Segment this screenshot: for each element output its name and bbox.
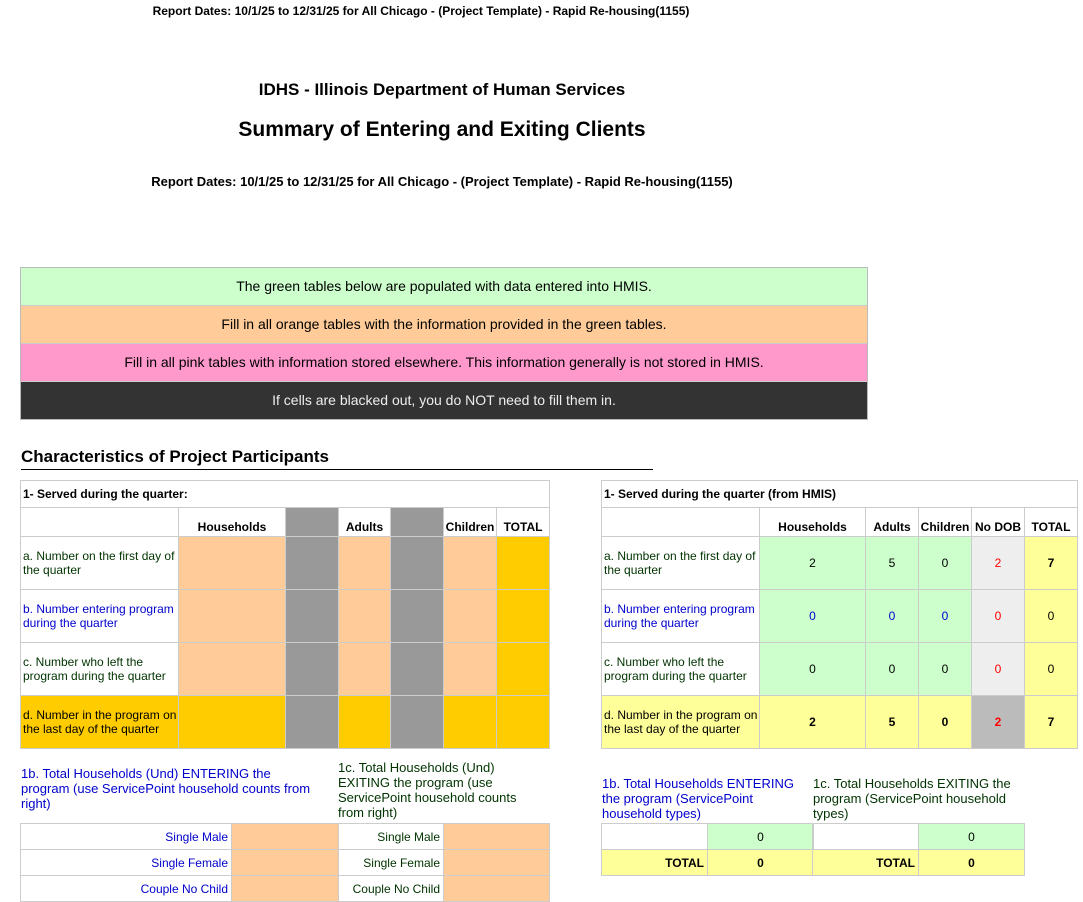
table-row bbox=[602, 850, 814, 876]
total-cell: 0 bbox=[1025, 643, 1078, 696]
total-cell bbox=[497, 590, 550, 643]
total-label: TOTAL bbox=[813, 850, 919, 876]
col-households: Households bbox=[760, 508, 866, 537]
value-cell: 0 bbox=[919, 590, 972, 643]
input-cell[interactable] bbox=[339, 590, 391, 643]
legend-pink: Fill in all pink tables with information stored elsewhere. This information generally is not stored in HMIS. bbox=[21, 344, 867, 382]
col-households: Households bbox=[179, 508, 286, 537]
legend-black: If cells are blacked out, you do NOT need to fill them in. bbox=[21, 382, 867, 419]
table-row bbox=[21, 590, 550, 643]
total-cell: 0 bbox=[919, 850, 1025, 876]
total-cell: 2 bbox=[972, 696, 1025, 749]
table-row bbox=[602, 590, 1078, 643]
household-type-label: Single Male bbox=[339, 824, 444, 850]
row-label: b. Number entering program during the quarter bbox=[21, 590, 179, 643]
row-label: c. Number who left the program during the quarter bbox=[21, 643, 179, 696]
note-entering-hmis: 1b. Total Households ENTERING the program (ServicePoint household types) bbox=[602, 776, 794, 821]
value-cell: 0 bbox=[708, 824, 814, 850]
row-label: a. Number on the first day of the quarter bbox=[21, 537, 179, 590]
input-cell[interactable] bbox=[179, 643, 286, 696]
value-cell: 5 bbox=[866, 537, 919, 590]
input-cell[interactable] bbox=[339, 643, 391, 696]
row-label: c. Number who left the program during the quarter bbox=[602, 643, 760, 696]
input-cell[interactable] bbox=[232, 850, 339, 876]
input-cell[interactable] bbox=[444, 876, 550, 902]
table-row bbox=[602, 537, 1078, 590]
row-label: b. Number entering program during the quarter bbox=[602, 590, 760, 643]
total-cell bbox=[444, 696, 497, 749]
report-dates-subtitle: Report Dates: 10/1/25 to 12/31/25 for All Chicago - (Project Template) - Rapid Re-housing(1155) bbox=[151, 174, 733, 189]
org-title: IDHS - Illinois Department of Human Services bbox=[258, 80, 626, 99]
col-children: Children bbox=[444, 508, 497, 537]
total-cell: 7 bbox=[1025, 537, 1078, 590]
col-adults: Adults bbox=[866, 508, 919, 537]
page-title: Summary of Entering and Exiting Clients bbox=[238, 118, 646, 141]
value-cell: 0 bbox=[972, 643, 1025, 696]
col-total: TOTAL bbox=[497, 508, 550, 537]
report-dates-header: Report Dates: 10/1/25 to 12/31/25 for All Chicago - (Project Template) - Rapid Re-housing(1155) bbox=[152, 4, 690, 18]
col-no-dob: No DOB bbox=[972, 508, 1025, 537]
total-cell: 7 bbox=[1025, 696, 1078, 749]
table-row bbox=[339, 850, 550, 876]
table-caption: 1- Served during the quarter: bbox=[21, 481, 550, 508]
total-cell bbox=[497, 537, 550, 590]
col-adults: Adults bbox=[339, 508, 391, 537]
value-cell: 0 bbox=[866, 643, 919, 696]
total-cell bbox=[497, 696, 550, 749]
household-type-label: Single Male bbox=[21, 824, 232, 850]
col-total: TOTAL bbox=[1025, 508, 1078, 537]
legend-orange: Fill in all orange tables with the information provided in the green tables. bbox=[21, 306, 867, 344]
total-label: TOTAL bbox=[602, 850, 708, 876]
input-cell[interactable] bbox=[444, 850, 550, 876]
color-legend bbox=[20, 267, 868, 420]
input-cell[interactable] bbox=[444, 643, 497, 696]
section-title: Characteristics of Project Participants bbox=[21, 447, 653, 470]
table-row bbox=[21, 643, 550, 696]
note-entering: 1b. Total Households (Und) ENTERING the program (use ServicePoint household counts from right) bbox=[21, 766, 311, 811]
household-type-label: Single Female bbox=[339, 850, 444, 876]
table-row bbox=[813, 850, 1025, 876]
table-row bbox=[21, 824, 339, 850]
served-quarter-table bbox=[20, 480, 550, 749]
input-cell[interactable] bbox=[444, 824, 550, 850]
value-cell: 0 bbox=[919, 643, 972, 696]
value-cell: 0 bbox=[919, 824, 1025, 850]
table-row bbox=[21, 696, 550, 749]
input-cell[interactable] bbox=[179, 590, 286, 643]
table-row bbox=[602, 696, 1078, 749]
household-type-label: Single Female bbox=[21, 850, 232, 876]
value-cell: 2 bbox=[760, 537, 866, 590]
table-row bbox=[21, 876, 339, 902]
table-row bbox=[21, 537, 550, 590]
entering-household-types bbox=[20, 823, 339, 902]
total-cell: 2 bbox=[760, 696, 866, 749]
total-cell: 0 bbox=[919, 696, 972, 749]
input-cell[interactable] bbox=[179, 537, 286, 590]
total-cell: 0 bbox=[1025, 590, 1078, 643]
note-exiting-hmis: 1c. Total Households EXITING the program (ServicePoint household types) bbox=[813, 776, 1011, 821]
served-quarter-hmis-table bbox=[601, 480, 1078, 749]
table-row bbox=[339, 876, 550, 902]
row-label: d. Number in the program on the last day of the quarter bbox=[602, 696, 760, 749]
table-row bbox=[21, 850, 339, 876]
legend-green: The green tables below are populated with data entered into HMIS. bbox=[21, 268, 867, 306]
value-cell: 0 bbox=[760, 590, 866, 643]
input-cell[interactable] bbox=[232, 824, 339, 850]
input-cell[interactable] bbox=[339, 537, 391, 590]
input-cell[interactable] bbox=[232, 876, 339, 902]
entering-hmis-totals bbox=[601, 823, 814, 876]
total-cell: 5 bbox=[866, 696, 919, 749]
value-cell: 0 bbox=[972, 590, 1025, 643]
value-cell: 0 bbox=[866, 590, 919, 643]
household-type-label: Couple No Child bbox=[339, 876, 444, 902]
total-cell bbox=[497, 643, 550, 696]
total-cell bbox=[179, 696, 286, 749]
input-cell[interactable] bbox=[444, 590, 497, 643]
total-cell: 0 bbox=[708, 850, 814, 876]
table-row bbox=[602, 824, 814, 850]
total-cell bbox=[339, 696, 391, 749]
exiting-hmis-totals bbox=[812, 823, 1025, 876]
value-cell: 0 bbox=[919, 537, 972, 590]
row-label: d. Number in the program on the last day of the quarter bbox=[21, 696, 179, 749]
input-cell[interactable] bbox=[444, 537, 497, 590]
value-cell: 2 bbox=[972, 537, 1025, 590]
note-exiting: 1c. Total Households (Und) EXITING the program (use ServicePoint household counts from right) bbox=[338, 760, 517, 820]
table-caption: 1- Served during the quarter (from HMIS) bbox=[602, 481, 1078, 508]
table-row bbox=[813, 824, 1025, 850]
row-label: a. Number on the first day of the quarter bbox=[602, 537, 760, 590]
household-type-label: Couple No Child bbox=[21, 876, 232, 902]
table-row bbox=[602, 643, 1078, 696]
exiting-household-types bbox=[338, 823, 550, 902]
value-cell: 0 bbox=[760, 643, 866, 696]
col-children: Children bbox=[919, 508, 972, 537]
table-row bbox=[339, 824, 550, 850]
